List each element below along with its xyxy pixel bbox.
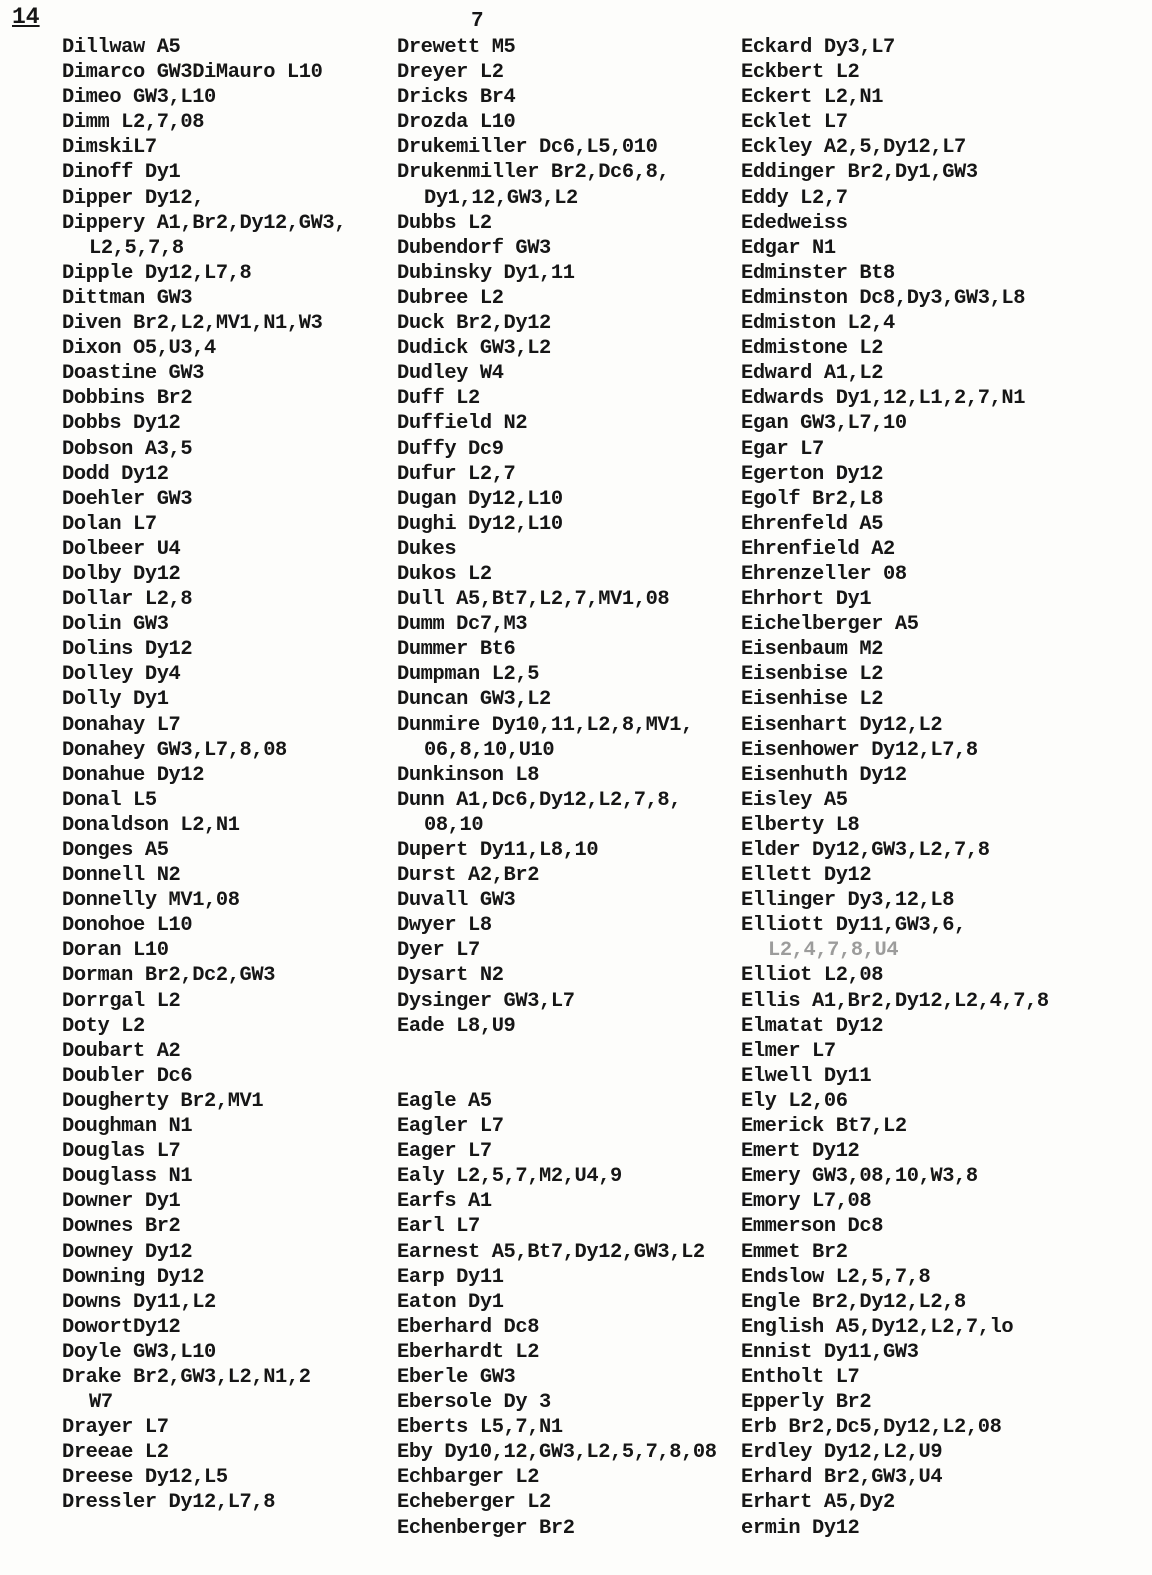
index-entry: Eisley A5 [741,788,848,812]
index-entry: Egerton Dy12 [741,462,884,486]
index-entry: Eckard Dy3,L7 [741,36,895,59]
index-entry: Dupert Dy11,L8,10 [397,839,599,862]
index-entry: Dull A5,Bt7,L2,7,MV1,08 [397,588,670,612]
index-entry: Eager L7 [397,1140,492,1164]
index-entry: Eisenhuth Dy12 [741,763,907,787]
index-entry: Erdley Dy12,L2,U9 [741,1441,943,1465]
index-entry: Duncan GW3,L2 [397,688,551,712]
index-entry: Duff L2 [397,387,480,411]
index-entry: Dudley W4 [397,362,504,386]
index-entry: Douglas L7 [62,1140,181,1164]
index-entry: Dollar L2,8 [62,588,193,612]
index-entry: Erhard Br2,GW3,U4 [741,1466,943,1490]
index-entry: Eisenbaum M2 [741,638,884,662]
index-entry: Douglass N1 [62,1165,193,1189]
index-entry: Egar L7 [741,437,824,461]
index-entry: Dubinsky Dy1,11 [397,261,575,285]
index-entry: Eisenbise L2 [741,663,884,687]
index-entry: Emerick Bt7,L2 [741,1115,907,1139]
index-entry: Edminster Bt8 [741,261,895,285]
index-column-3 [741,35,1049,1541]
index-entry: Donohoe L10 [62,914,193,938]
index-entry: Downes Br2 [62,1215,181,1239]
index-entry: Ehrenzeller 08 [741,562,907,586]
index-entry: Dumpman L2,5 [397,663,540,687]
index-entry: Dubree L2 [397,286,504,310]
index-entry: Eckbert L2 [741,61,860,85]
index-entry: Doubler Dc6 [62,1064,193,1088]
index-entry: Eichelberger A5 [741,613,919,637]
index-entry: Ellis A1,Br2,Dy12,L2,4,7,8 [741,989,1049,1013]
index-entry: Dudick GW3,L2 [397,337,551,361]
index-entry: Eckert L2,N1 [741,86,884,110]
index-entry: Donges A5 [62,839,169,862]
index-entry: Doubart A2 [62,1039,181,1063]
index-entry: Egolf Br2,L8 [741,487,884,511]
index-entry: Donnelly MV1,08 [62,889,240,913]
index-entry: L2,4,7,8,U4 [768,939,899,963]
index-entry: Drukemiller Dc6,L5,010 [397,136,658,160]
index-entry: Dyer L7 [397,939,480,963]
index-entry: Earfs A1 [397,1190,492,1214]
index-entry: Egan GW3,L7,10 [741,412,907,436]
index-entry: ermin Dy12 [741,1516,860,1540]
index-entry: Donal L5 [62,788,157,812]
index-entry: Edmiston L2,4 [741,312,895,336]
index-entry: Dysinger GW3,L7 [397,989,575,1013]
index-entry: Dricks Br4 [397,86,516,110]
index-entry: Ennist Dy11,GW3 [741,1340,919,1364]
index-entry: Eddinger Br2,Dy1,GW3 [741,161,978,185]
index-entry: Drake Br2,GW3,L2,N1,2 [62,1365,311,1389]
index-entry: Eckley A2,5,Dy12,L7 [741,136,966,160]
index-entry: Durst A2,Br2 [397,864,540,888]
index-entry: Engle Br2,Dy12,L2,8 [741,1290,966,1314]
index-entry: Emmerson Dc8 [741,1215,884,1239]
index-entry: Duffy Dc9 [397,437,504,461]
index-entry: Elwell Dy11 [741,1064,872,1088]
index-entry: Emert Dy12 [741,1140,860,1164]
index-entry: Eisenhart Dy12,L2 [741,713,943,737]
index-entry: Dippery A1,Br2,Dy12,GW3, [62,211,347,235]
index-entry: Eisenhower Dy12,L7,8 [741,738,978,762]
index-entry: Eby Dy10,12,GW3,L2,5,7,8,08 [397,1441,717,1465]
index-entry: Dipper Dy12, [62,186,205,210]
index-entry: Drukenmiller Br2,Dc6,8, [397,161,670,185]
index-entry: Donnell N2 [62,864,181,888]
blank-line [397,1064,717,1089]
index-entry: Doty L2 [62,1014,145,1038]
index-entry: Drewett M5 [397,36,516,59]
index-entry: Edminston Dc8,Dy3,GW3,L8 [741,286,1026,310]
index-entry: Dittman GW3 [62,286,193,310]
index-entry: Dumm Dc7,M3 [397,613,528,637]
index-entry: Dubbs L2 [397,211,492,235]
index-entry: Dobbs Dy12 [62,412,181,436]
index-entry: Eddy L2,7 [741,186,848,210]
index-entry: Dimm L2,7,08 [62,111,205,135]
index-entry: Dreese Dy12,L5 [62,1466,228,1490]
index-entry: Dillwaw A5 [62,36,181,59]
index-entry: Ehrhort Dy1 [741,588,872,612]
index-entry: Eberle GW3 [397,1365,516,1389]
index-entry: Eaton Dy1 [397,1290,504,1314]
index-entry: Endslow L2,5,7,8 [741,1265,931,1289]
index-entry: Duffield N2 [397,412,528,436]
index-entry: Downing Dy12 [62,1265,205,1289]
index-entry: Elmer L7 [741,1039,836,1063]
index-entry: Emory L7,08 [741,1190,872,1214]
index-entry: Dolby Dy12 [62,562,181,586]
index-entry: Elliott Dy11,GW3,6, [741,914,966,938]
index-entry: Echeberger L2 [397,1491,551,1515]
index-entry: Eberhardt L2 [397,1340,540,1364]
index-entry: Erb Br2,Dc5,Dy12,L2,08 [741,1416,1002,1440]
index-entry: Dressler Dy12,L7,8 [62,1491,276,1515]
index-entry: Earnest A5,Bt7,Dy12,GW3,L2 [397,1240,705,1264]
index-entry: 08,10 [424,813,484,837]
index-entry: Epperly Br2 [741,1391,872,1415]
index-entry: Dreeae L2 [62,1441,169,1465]
index-entry: Dolan L7 [62,512,157,536]
index-entry: Ecklet L7 [741,111,848,135]
index-entry: Echenberger Br2 [397,1516,575,1540]
index-entry: Downs Dy11,L2 [62,1290,216,1314]
index-entry: Dugan Dy12,L10 [397,487,563,511]
index-entry: Dukos L2 [397,562,492,586]
index-entry: Dufur L2,7 [397,462,516,486]
index-entry: Dolly Dy1 [62,688,169,712]
index-entry: Dipple Dy12,L7,8 [62,261,252,285]
index-entry: Dukes [397,537,457,561]
index-entry: Dobson A3,5 [62,437,193,461]
index-entry: Dorrgal L2 [62,989,181,1013]
index-entry: Dunmire Dy10,11,L2,8,MV1, [397,713,693,737]
index-entry: Duvall GW3 [397,889,516,913]
index-entry: Ealy L2,5,7,M2,U4,9 [397,1165,622,1189]
index-entry: Dodd Dy12 [62,462,169,486]
index-entry: Eade L8,U9 [397,1014,516,1038]
index-column-1 [62,35,346,1516]
index-entry: Dougherty Br2,MV1 [62,1089,264,1113]
index-entry: Edmistone L2 [741,337,884,361]
index-entry: Dummer Bt6 [397,638,516,662]
index-entry: Downey Dy12 [62,1240,193,1264]
page-number-left: 14 [12,4,40,30]
index-entry: Edward A1,L2 [741,362,884,386]
index-entry: W7 [89,1391,113,1415]
index-entry: Dunn A1,Dc6,Dy12,L2,7,8, [397,788,682,812]
index-entry: Donahue Dy12 [62,763,205,787]
index-entry: Downer Dy1 [62,1190,181,1214]
index-entry: Dimarco GW3DiMauro L10 [62,61,323,85]
index-entry: Eberts L5,7,N1 [397,1416,563,1440]
index-entry: Dolins Dy12 [62,638,193,662]
index-entry: Duck Br2,Dy12 [397,312,551,336]
index-entry: Ehrenfeld A5 [741,512,884,536]
index-entry: Entholt L7 [741,1365,860,1389]
index-entry: Doyle GW3,L10 [62,1340,216,1364]
index-entry: Dreyer L2 [397,61,504,85]
index-entry: Ebersole Dy 3 [397,1391,551,1415]
index-entry: Dughi Dy12,L10 [397,512,563,536]
index-entry: Ededweiss [741,211,848,235]
index-entry: Doastine GW3 [62,362,205,386]
index-entry: Dolin GW3 [62,613,169,637]
index-entry: Dolley Dy4 [62,663,181,687]
index-entry: Ehrenfield A2 [741,537,895,561]
index-entry: Echbarger L2 [397,1466,540,1490]
index-entry: Ely L2,06 [741,1089,848,1113]
index-entry: Doran L10 [62,939,169,963]
index-entry: English A5,Dy12,L2,7,lo [741,1315,1014,1339]
index-entry: Eisenhise L2 [741,688,884,712]
index-entry: Ellinger Dy3,12,L8 [741,889,955,913]
index-entry: Earl L7 [397,1215,480,1239]
index-entry: Dunkinson L8 [397,763,540,787]
index-entry: Elder Dy12,GW3,L2,7,8 [741,839,990,862]
index-entry: 06,8,10,U10 [424,738,555,762]
index-entry: L2,5,7,8 [89,236,184,260]
index-entry: Dubendorf GW3 [397,236,551,260]
index-entry: Doughman N1 [62,1115,193,1139]
index-entry: Ellett Dy12 [741,864,872,888]
blank-line [397,1039,717,1064]
index-entry: DimskiL7 [62,136,157,160]
index-entry: Dorman Br2,Dc2,GW3 [62,964,276,988]
index-entry: Donahey GW3,L7,8,08 [62,738,287,762]
index-entry: Dobbins Br2 [62,387,193,411]
index-entry: Emery GW3,08,10,W3,8 [741,1165,978,1189]
index-entry: Emmet Br2 [741,1240,848,1264]
index-entry: Doehler GW3 [62,487,193,511]
index-entry: Earp Dy11 [397,1265,504,1289]
index-entry: Dolbeer U4 [62,537,181,561]
index-entry: Eagle A5 [397,1089,492,1113]
index-entry: Eagler L7 [397,1115,504,1139]
index-entry: DowortDy12 [62,1315,181,1339]
index-entry: Dimeo GW3,L10 [62,86,216,110]
index-entry: Dysart N2 [397,964,504,988]
index-entry: Eberhard Dc8 [397,1315,540,1339]
index-entry: Dwyer L8 [397,914,492,938]
page-number-center: 7 [471,10,484,33]
index-entry: Dixon O5,U3,4 [62,337,216,361]
index-entry: Edgar N1 [741,236,836,260]
index-entry: Dy1,12,GW3,L2 [424,186,578,210]
index-entry: Drozda L10 [397,111,516,135]
index-entry: Donahay L7 [62,713,181,737]
index-column-2 [397,35,717,1541]
index-entry: Diven Br2,L2,MV1,N1,W3 [62,312,323,336]
index-entry: Elberty L8 [741,813,860,837]
index-entry: Drayer L7 [62,1416,169,1440]
index-entry: Elliot L2,08 [741,964,884,988]
index-entry: Elmatat Dy12 [741,1014,884,1038]
index-entry: Donaldson L2,N1 [62,813,240,837]
index-entry: Erhart A5,Dy2 [741,1491,895,1515]
index-entry: Edwards Dy1,12,L1,2,7,N1 [741,387,1026,411]
index-entry: Dinoff Dy1 [62,161,181,185]
